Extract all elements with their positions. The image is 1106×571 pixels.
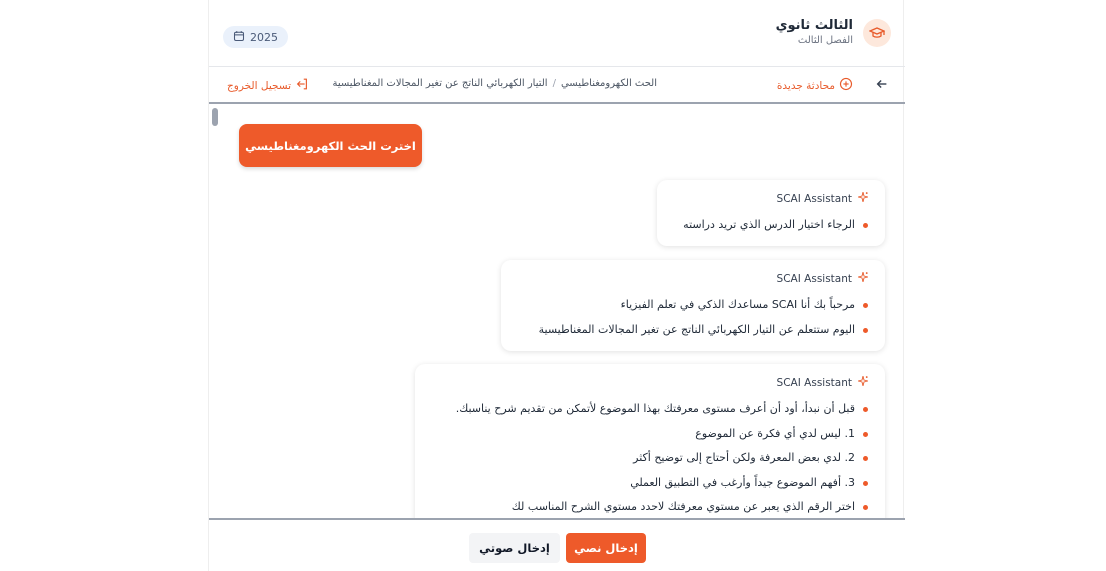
grade-text [776,18,853,48]
voice-input-button[interactable]: إدخال صوتي [469,533,560,563]
assistant-name: SCAI Assistant [776,272,852,285]
arrow-left-icon [875,76,889,95]
app-window [208,0,904,571]
toolbar [209,66,905,104]
assistant-name: SCAI Assistant [776,192,852,205]
message-item: مرحباً بك أنا SCAI مساعدك الذكي في تعلم الفيزياء [517,293,869,318]
message-item: قبل أن نبدأ، أود أن أعرف مستوى معرفتك بهذا الموضوع لأتمكن من تقديم شرح يناسبك. [431,397,869,422]
back-button[interactable] [873,76,891,94]
sparkle-icon [857,375,869,390]
chat-scrollbar[interactable] [212,108,218,126]
message-item: 2. لدي بعض المعرفة ولكن أحتاج إلى توضيح أكثر [431,446,869,471]
assistant-name: SCAI Assistant [776,376,852,389]
breadcrumb-unit[interactable]: الحث الكهرومغناطيسي [560,78,657,89]
grade-info [776,18,891,48]
message-list [517,293,869,342]
message-item: اختر الرقم الذي يعبر عن مستوي معرفتك لاحدد مستوي الشرح المناسب لك [431,495,869,518]
user-message: اخترت الحث الكهرومغناطيسي [239,124,422,167]
graduation-cap-icon [863,19,891,47]
sparkle-icon [857,271,869,286]
breadcrumb [332,78,657,89]
year-label: 2025 [250,30,278,44]
new-chat-button[interactable] [777,77,853,94]
message-item: الرجاء اختيار الدرس الذي تريد دراسته [673,213,869,238]
grade-title: الثالث ثانوي [775,18,853,33]
message-item: 3. أفهم الموضوع جيداً وأرغب في التطبيق العملي [431,471,869,496]
assistant-message [415,364,885,518]
input-mode-bar [209,518,905,571]
new-chat-label: محادثة جديدة [776,79,835,92]
grade-subtitle: الفصل الثالث [797,35,853,46]
message-item: اليوم ستتعلم عن التيار الكهربائي الناتج عن تغير المجالات المغناطيسية [517,318,869,343]
message-item: 1. ليس لدي أي فكرة عن الموضوع [431,422,869,447]
year-badge [223,26,288,48]
assistant-header [517,271,869,286]
calendar-icon [233,30,245,45]
message-list [431,397,869,518]
assistant-message [657,180,885,246]
breadcrumb-separator: / [552,78,556,89]
plus-circle-icon [839,77,853,94]
breadcrumb-lesson[interactable]: التيار الكهربائي الناتج عن تغير المجالات المغناطيسية [332,78,548,89]
chat-area [209,104,905,518]
assistant-header [431,375,869,390]
logout-button[interactable] [227,77,309,94]
logout-label: تسجيل الخروج [227,79,292,92]
text-input-button[interactable]: إدخال نصي [566,533,646,563]
assistant-message [501,260,885,351]
logout-icon [295,77,309,94]
assistant-header [673,191,869,206]
header [209,0,905,66]
sparkle-icon [857,191,869,206]
message-list [673,213,869,238]
